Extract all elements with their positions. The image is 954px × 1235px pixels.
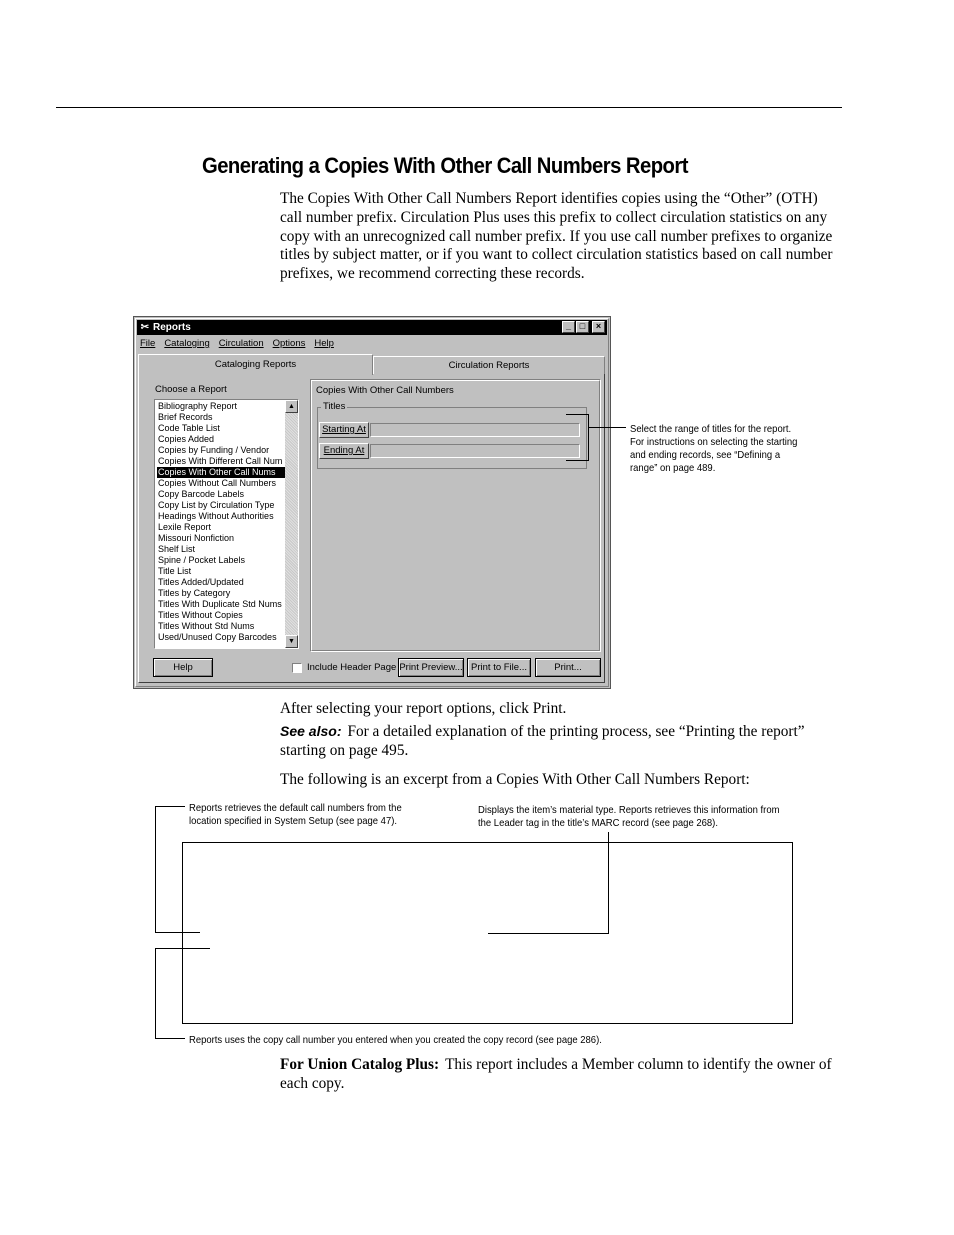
choose-report-label: Choose a Report (155, 384, 227, 395)
print-preview-button[interactable]: Print Preview... (398, 658, 464, 677)
report-list-item[interactable]: Copies Added (158, 434, 215, 444)
range-bracket-top (566, 414, 589, 415)
see-also-label: See also: (280, 723, 342, 739)
see-also-paragraph (280, 722, 828, 761)
help-button[interactable]: Help (153, 658, 213, 677)
material-type-callout: Displays the item’s material type. Reports retrieves this information from the Leader tag in the title’s MARC record (see page 268). (478, 805, 780, 829)
report-options-label: Copies With Other Call Numbers (316, 385, 454, 396)
report-list-item[interactable]: Missouri Nonfiction (158, 533, 235, 543)
report-list-item[interactable]: Titles Without Std Nums (158, 621, 255, 631)
report-list (157, 401, 285, 643)
report-list-item[interactable]: Copies by Funding / Vendor (158, 445, 270, 455)
starting-at-button[interactable]: Starting At (319, 422, 369, 438)
window-title: Reports (153, 322, 191, 333)
report-list-item[interactable]: Lexile Report (158, 522, 212, 532)
range-leader-line (589, 427, 626, 428)
tab-cataloging-reports[interactable]: Cataloging Reports (138, 354, 373, 375)
report-list-item[interactable]: Copy List by Circulation Type (158, 500, 275, 510)
maximize-icon[interactable]: □ (576, 321, 589, 333)
ending-at-field[interactable] (370, 444, 580, 458)
excerpt-intro: The following is an excerpt from a Copies With Other Call Numbers Report: (280, 771, 750, 788)
report-list-item[interactable]: Copy Barcode Labels (158, 489, 245, 499)
scroll-up-icon[interactable]: ▲ (285, 400, 298, 413)
report-list-item[interactable]: Copies Without Call Numbers (158, 478, 277, 488)
report-list-item[interactable]: Title List (158, 566, 192, 576)
menu-cataloging[interactable]: Cataloging (164, 338, 210, 349)
report-list-item[interactable]: Titles Without Copies (158, 610, 243, 620)
range-bracket-bottom (566, 460, 589, 461)
report-list-item[interactable]: Brief Records (158, 412, 213, 422)
union-catalog-paragraph (280, 1056, 832, 1094)
default-leader-top (155, 806, 185, 807)
report-list-item[interactable]: Code Table List (158, 423, 220, 433)
union-catalog-text: This report includes a Member column to identify the owner of each copy. (280, 1056, 832, 1092)
default-leader-side (155, 806, 156, 933)
title-bar[interactable] (137, 320, 607, 335)
menu-options[interactable]: Options (272, 338, 306, 349)
report-list-item[interactable]: Bibliography Report (158, 401, 238, 411)
union-catalog-label: For Union Catalog Plus: (280, 1056, 440, 1073)
range-bracket-side (588, 414, 589, 461)
top-rule (56, 107, 842, 108)
copy-call-number-callout: Reports uses the copy call number you entered when you created the copy record (see page 286). (189, 1035, 602, 1046)
report-listbox[interactable] (154, 399, 299, 649)
window-controls (562, 321, 605, 333)
copy-leader-bottom (155, 1038, 185, 1039)
intro-paragraph: The Copies With Other Call Numbers Report identifies copies using the “Other” (OTH) call number prefix. Circulation Plus uses this prefix to collect circulation statistics on any copy with an unrecognized call number prefix. If you use call number prefixes to organize titles by subject matter, or if you want to collect circulation statistics based on call number prefixes, we recommend correcting these records. (280, 190, 833, 283)
see-also-text: For a detailed explanation of the printing process, see “Printing the report” starting on page 495. (280, 723, 805, 759)
list-scrollbar[interactable] (285, 400, 298, 648)
report-list-item[interactable]: Copies With Other Call Nums (157, 467, 285, 478)
ending-at-button[interactable]: Ending At (319, 443, 369, 459)
close-icon[interactable]: × (592, 321, 605, 333)
report-list-item[interactable]: Used/Unused Copy Barcodes (158, 632, 277, 642)
print-button[interactable]: Print... (535, 658, 601, 677)
menu-help[interactable]: Help (314, 338, 334, 349)
report-list-item[interactable]: Shelf List (158, 544, 196, 554)
titles-group-label: Titles (323, 401, 346, 412)
report-list-item[interactable]: Copies With Different Call Num (158, 456, 283, 466)
minimize-icon[interactable]: _ (562, 321, 575, 333)
tab-circulation-reports[interactable]: Circulation Reports (373, 356, 605, 374)
menu-circulation[interactable]: Circulation (218, 338, 264, 349)
copy-leader-side (155, 948, 156, 1039)
include-header-label: Include Header Page (307, 662, 397, 673)
after-selecting-text: After selecting your report options, click Print. (280, 700, 567, 717)
menu-file[interactable]: File (140, 338, 156, 349)
reports-window (133, 316, 611, 689)
titles-group (317, 407, 587, 469)
include-header-checkbox[interactable] (292, 663, 302, 673)
report-list-item[interactable]: Titles With Duplicate Std Nums (158, 599, 282, 609)
report-list-item[interactable]: Titles by Category (158, 588, 231, 598)
reports-app-icon: ✂ (140, 322, 150, 333)
report-list-item[interactable]: Headings Without Authorities (158, 511, 274, 521)
report-list-item[interactable]: Titles Added/Updated (158, 577, 244, 587)
default-call-numbers-callout: Reports retrieves the default call numbers from the location specified in System Setup (see page 47). (189, 803, 402, 827)
print-to-file-button[interactable]: Print to File... (467, 658, 531, 677)
page-heading: Generating a Copies With Other Call Numbers Report (202, 153, 688, 178)
menu-bar (140, 338, 334, 349)
range-callout: Select the range of titles for the report. For instructions on selecting the starting and ending records, see “Defining a range” on page 489. (630, 424, 798, 474)
scroll-down-icon[interactable]: ▼ (285, 635, 298, 648)
report-list-item[interactable]: Spine / Pocket Labels (158, 555, 246, 565)
starting-at-field[interactable] (370, 423, 580, 437)
report-excerpt-box (182, 842, 793, 1024)
